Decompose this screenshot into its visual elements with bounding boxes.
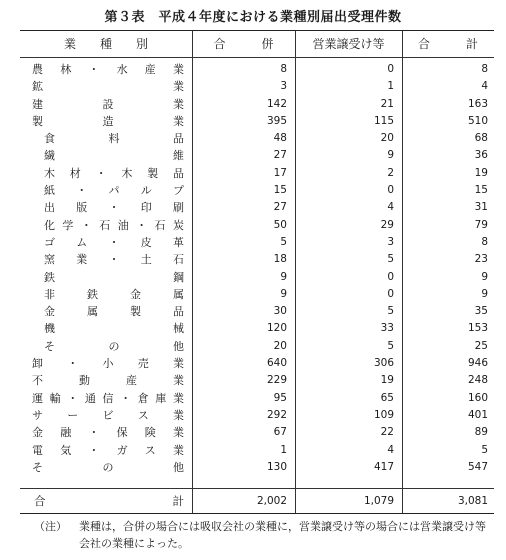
row-total: 248 — [467, 374, 488, 387]
row-transfer: 0 — [387, 287, 394, 300]
table-row — [20, 234, 494, 251]
row-merger: 17 — [273, 166, 287, 179]
total-transfer: 1,079 — [363, 495, 394, 507]
row-category: 運 輸 ・ 通 信 ・ 倉 庫 業 — [32, 391, 184, 405]
header-transfer: 営業譲受け等 — [312, 37, 385, 51]
row-category: 木 材 ・ 木 製 品 — [44, 166, 184, 180]
table-row — [20, 303, 494, 320]
row-merger: 9 — [280, 287, 287, 300]
row-transfer: 22 — [380, 426, 394, 439]
row-total: 153 — [467, 322, 488, 335]
row-category: 鉱 業 — [32, 80, 184, 94]
row-total: 5 — [481, 443, 488, 456]
row-merger: 229 — [266, 374, 287, 387]
total-total: 3,081 — [457, 495, 488, 507]
row-total: 19 — [474, 166, 488, 179]
row-merger: 3 — [280, 80, 287, 93]
row-category: 金 融 ・ 保 険 業 — [32, 426, 184, 440]
table-row — [20, 217, 494, 234]
table-row — [20, 113, 494, 130]
table-row — [20, 165, 494, 182]
row-total: 15 — [474, 184, 488, 197]
row-merger: 15 — [273, 184, 287, 197]
row-transfer: 0 — [387, 184, 394, 197]
row-transfer: 109 — [373, 408, 394, 421]
row-total: 160 — [467, 391, 488, 404]
row-merger: 27 — [273, 201, 287, 214]
table-row — [20, 320, 494, 337]
footnote-label: （注） — [34, 520, 67, 533]
row-total: 547 — [467, 460, 488, 473]
table-row — [20, 286, 494, 303]
row-transfer: 9 — [387, 149, 394, 162]
row-total: 68 — [474, 132, 488, 145]
row-category: 卸 ・ 小 売 業 — [32, 357, 184, 371]
row-merger: 18 — [273, 253, 287, 266]
row-transfer: 0 — [387, 270, 394, 283]
row-merger: 120 — [266, 322, 287, 335]
row-transfer: 20 — [380, 132, 394, 145]
row-transfer: 4 — [387, 201, 394, 214]
table-row — [20, 130, 494, 147]
header-category: 業 種 別 — [63, 37, 148, 51]
total-row — [20, 489, 494, 513]
row-total: 510 — [467, 114, 488, 127]
row-transfer: 2 — [387, 166, 394, 179]
row-merger: 5 — [280, 235, 287, 248]
row-category: 製 造 業 — [32, 114, 184, 128]
row-category: サ ー ビ ス 業 — [32, 408, 184, 422]
row-category: 食 料 品 — [44, 132, 184, 146]
table-row — [20, 355, 494, 372]
footnote — [34, 518, 494, 552]
table-body — [20, 61, 494, 476]
table-title: 第３表 平成４年度における業種別届出受理件数 — [104, 10, 402, 25]
row-transfer: 65 — [380, 391, 394, 404]
row-category: 出 版 ・ 印 刷 — [44, 201, 184, 215]
table-row — [20, 61, 494, 78]
row-total: 89 — [474, 426, 488, 439]
row-transfer: 0 — [387, 63, 394, 75]
row-transfer: 417 — [373, 460, 394, 473]
table-row — [20, 251, 494, 268]
row-total: 9 — [481, 270, 488, 283]
row-merger: 30 — [273, 305, 287, 318]
row-total: 25 — [474, 339, 488, 352]
row-transfer: 306 — [373, 357, 394, 370]
row-total: 9 — [481, 287, 488, 300]
row-transfer: 5 — [387, 253, 394, 266]
row-merger: 67 — [273, 426, 287, 439]
row-total: 31 — [474, 201, 488, 214]
footnote-text: 業種は，合併の場合には吸収会社の業種に，営業譲受け等の場合には営業譲受け等会社の業種によった。 — [79, 520, 486, 550]
row-merger: 95 — [273, 391, 287, 404]
row-total: 35 — [474, 305, 488, 318]
row-merger: 48 — [273, 132, 287, 145]
row-total: 36 — [474, 149, 488, 162]
row-merger: 8 — [280, 63, 287, 75]
row-total: 4 — [481, 80, 488, 93]
row-total: 79 — [474, 218, 488, 231]
table-row — [20, 338, 494, 355]
row-merger: 130 — [266, 460, 287, 473]
row-transfer: 5 — [387, 339, 394, 352]
total-label-last: 計 — [172, 494, 184, 508]
row-transfer: 115 — [373, 114, 394, 127]
table-row — [20, 269, 494, 286]
row-total: 163 — [467, 97, 488, 110]
header-merger: 合 併 — [213, 37, 274, 51]
row-category: 農 林 ・ 水 産 業 — [32, 63, 184, 76]
row-category: 金 属 製 品 — [44, 305, 184, 319]
table-row — [20, 78, 494, 95]
table-row — [20, 182, 494, 199]
row-transfer: 33 — [380, 322, 394, 335]
row-merger: 20 — [273, 339, 287, 352]
table-row — [20, 442, 494, 459]
row-transfer: 19 — [380, 374, 394, 387]
table-row — [20, 199, 494, 216]
total-merger: 2,002 — [256, 495, 287, 507]
row-category: 建 設 業 — [32, 97, 184, 111]
row-transfer: 29 — [380, 218, 394, 231]
table-row — [20, 459, 494, 476]
row-merger: 27 — [273, 149, 287, 162]
table-row — [20, 147, 494, 164]
row-category: そ の 他 — [44, 339, 184, 353]
row-merger: 142 — [266, 97, 287, 110]
row-total: 23 — [474, 253, 488, 266]
row-total: 946 — [467, 357, 488, 370]
row-transfer: 1 — [387, 80, 394, 93]
header-divider — [20, 57, 494, 58]
row-category: 機 械 — [44, 322, 184, 336]
row-total: 8 — [481, 235, 488, 248]
row-merger: 292 — [266, 408, 287, 421]
row-category: 繊 維 — [44, 149, 184, 163]
row-category: 窯 業 ・ 土 石 — [44, 253, 184, 267]
table-row — [20, 390, 494, 407]
row-category: 鉄 鋼 — [44, 270, 184, 284]
row-total: 401 — [467, 408, 488, 421]
row-transfer: 4 — [387, 443, 394, 456]
row-merger: 50 — [273, 218, 287, 231]
row-category: 化 学 ・ 石 油 ・ 石 炭 — [44, 218, 184, 232]
row-merger: 9 — [280, 270, 287, 283]
statistics-table — [20, 30, 494, 514]
row-category: 不 動 産 業 — [32, 374, 184, 388]
row-transfer: 5 — [387, 305, 394, 318]
total-label-first: 合 — [34, 494, 46, 508]
row-merger: 640 — [266, 357, 287, 370]
table-row — [20, 424, 494, 441]
table-row — [20, 407, 494, 424]
row-transfer: 21 — [380, 97, 394, 110]
header-total: 合 計 — [417, 37, 478, 51]
row-category: 非 鉄 金 属 — [44, 287, 184, 301]
table-row — [20, 372, 494, 389]
row-category: ゴ ム ・ 皮 革 — [44, 235, 184, 249]
row-category: そ の 他 — [32, 460, 184, 474]
table-row — [20, 96, 494, 113]
row-total: 8 — [481, 63, 488, 75]
row-merger: 1 — [280, 443, 287, 456]
row-category: 紙 ・ パ ル プ — [44, 184, 184, 198]
row-merger: 395 — [266, 114, 287, 127]
row-category: 電 気 ・ ガ ス 業 — [32, 443, 184, 457]
row-transfer: 3 — [387, 235, 394, 248]
